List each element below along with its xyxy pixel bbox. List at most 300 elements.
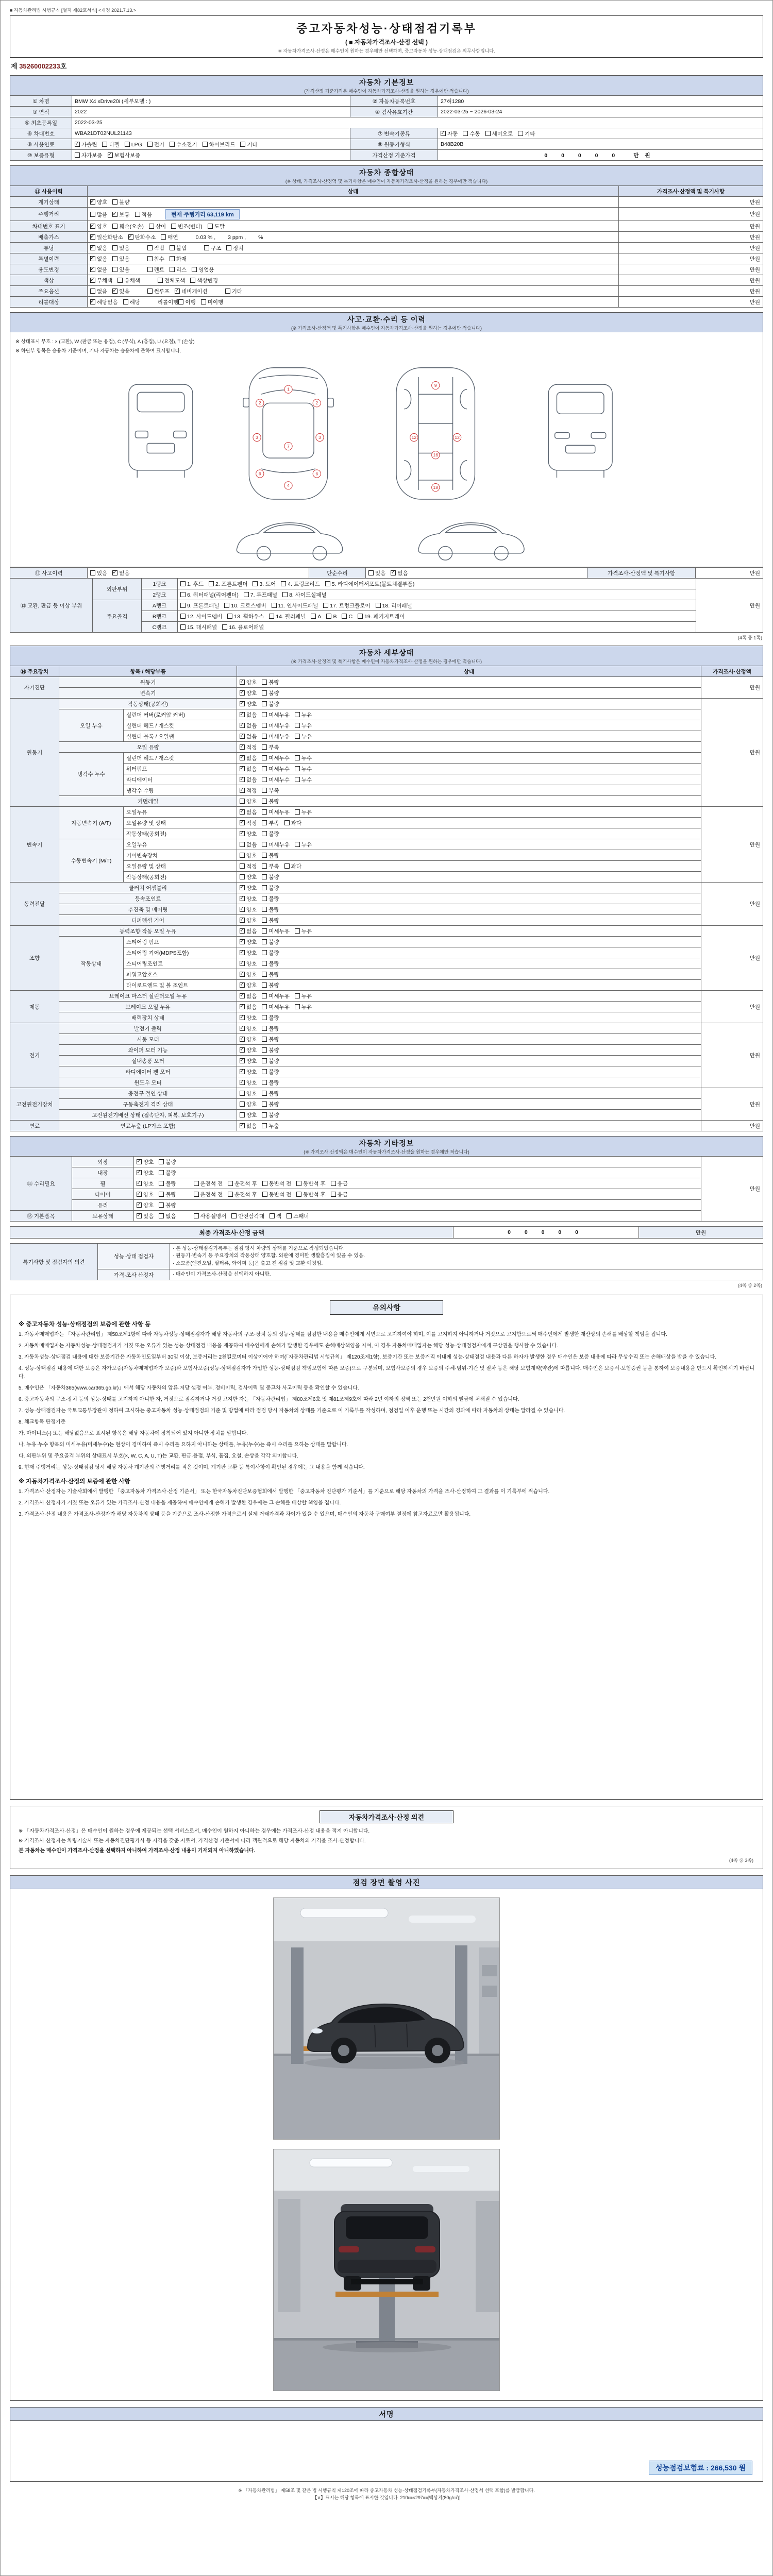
checkbox-unchecked[interactable] xyxy=(262,928,267,934)
checkbox-unchecked[interactable] xyxy=(284,820,290,825)
checkbox-unchecked[interactable] xyxy=(262,701,267,706)
checkbox-checked[interactable] xyxy=(240,1069,245,1074)
checkbox-option[interactable] xyxy=(208,223,225,230)
checkbox-unchecked[interactable] xyxy=(262,1101,267,1107)
checkbox-option[interactable] xyxy=(296,1191,326,1198)
checkbox-option[interactable] xyxy=(222,623,264,631)
checkbox-unchecked[interactable] xyxy=(295,734,300,739)
checkbox-option[interactable] xyxy=(262,1191,292,1198)
checkbox-unchecked[interactable] xyxy=(296,1181,301,1186)
checkbox-option[interactable] xyxy=(262,733,290,740)
checkbox-option[interactable] xyxy=(262,1057,279,1065)
checkbox-checked[interactable] xyxy=(240,744,245,750)
checkbox-option[interactable] xyxy=(147,266,164,274)
checkbox-option[interactable] xyxy=(227,613,264,620)
checkbox-checked[interactable] xyxy=(240,680,245,685)
checkbox-option[interactable] xyxy=(240,1100,257,1108)
checkbox-checked[interactable] xyxy=(240,1026,245,1031)
checkbox-option[interactable] xyxy=(180,623,217,631)
checkbox-checked[interactable] xyxy=(240,950,245,955)
checkbox-unchecked[interactable] xyxy=(147,245,153,250)
checkbox-option[interactable] xyxy=(391,569,408,577)
checkbox-unchecked[interactable] xyxy=(295,755,300,760)
checkbox-option[interactable] xyxy=(90,266,107,274)
checkbox-option[interactable] xyxy=(194,1180,223,1188)
checkbox-checked[interactable] xyxy=(441,131,446,136)
checkbox-unchecked[interactable] xyxy=(147,289,153,294)
checkbox-option[interactable] xyxy=(262,906,279,913)
checkbox-option[interactable] xyxy=(262,1014,279,1022)
checkbox-option[interactable] xyxy=(295,808,312,816)
checkbox-checked[interactable] xyxy=(240,755,245,760)
checkbox-option[interactable] xyxy=(281,580,320,588)
checkbox-checked[interactable] xyxy=(240,918,245,923)
checkbox-checked[interactable] xyxy=(240,723,245,728)
checkbox-option[interactable] xyxy=(137,1180,154,1188)
checkbox-option[interactable] xyxy=(485,130,513,138)
checkbox-unchecked[interactable] xyxy=(90,570,95,575)
checkbox-unchecked[interactable] xyxy=(262,690,267,696)
checkbox-option[interactable] xyxy=(262,711,290,719)
checkbox-option[interactable] xyxy=(262,1122,279,1130)
checkbox-checked[interactable] xyxy=(90,267,95,272)
checkbox-option[interactable] xyxy=(170,244,187,252)
checkbox-unchecked[interactable] xyxy=(102,142,107,147)
signature-area[interactable] xyxy=(10,2420,763,2481)
checkbox-option[interactable] xyxy=(240,873,257,881)
checkbox-checked[interactable] xyxy=(112,289,117,294)
checkbox-option[interactable] xyxy=(262,1068,279,1076)
checkbox-option[interactable] xyxy=(262,852,279,859)
checkbox-unchecked[interactable] xyxy=(262,766,267,771)
checkbox-option[interactable] xyxy=(240,141,257,148)
checkbox-option[interactable] xyxy=(224,602,266,609)
checkbox-option[interactable] xyxy=(125,142,142,148)
checkbox-option[interactable] xyxy=(240,733,257,740)
checkbox-option[interactable] xyxy=(149,223,166,230)
checkbox-unchecked[interactable] xyxy=(262,972,267,977)
checkbox-option[interactable] xyxy=(240,917,257,924)
checkbox-option[interactable] xyxy=(262,765,290,773)
checkbox-unchecked[interactable] xyxy=(262,982,267,988)
checkbox-unchecked[interactable] xyxy=(323,603,328,608)
checkbox-unchecked[interactable] xyxy=(368,570,374,575)
checkbox-option[interactable] xyxy=(262,927,290,935)
checkbox-option[interactable] xyxy=(295,841,312,849)
checkbox-option[interactable] xyxy=(90,298,118,306)
checkbox-option[interactable] xyxy=(90,211,107,218)
checkbox-option[interactable] xyxy=(147,244,164,252)
checkbox-option[interactable] xyxy=(158,277,186,284)
checkbox-option[interactable] xyxy=(112,255,129,263)
checkbox-unchecked[interactable] xyxy=(295,809,300,815)
checkbox-option[interactable] xyxy=(240,895,257,903)
checkbox-option[interactable] xyxy=(295,722,312,730)
checkbox-unchecked[interactable] xyxy=(194,1181,199,1186)
checkbox-unchecked[interactable] xyxy=(159,1159,164,1164)
checkbox-option[interactable] xyxy=(228,1180,257,1188)
checkbox-unchecked[interactable] xyxy=(112,224,117,229)
checkbox-option[interactable] xyxy=(159,1191,176,1198)
checkbox-option[interactable] xyxy=(194,1212,227,1220)
checkbox-unchecked[interactable] xyxy=(90,289,95,294)
checkbox-unchecked[interactable] xyxy=(262,1026,267,1031)
checkbox-option[interactable] xyxy=(240,765,257,773)
checkbox-unchecked[interactable] xyxy=(180,603,186,608)
checkbox-unchecked[interactable] xyxy=(180,592,186,597)
checkbox-option[interactable] xyxy=(180,591,239,599)
checkbox-option[interactable] xyxy=(90,287,107,295)
checkbox-option[interactable] xyxy=(295,733,312,740)
checkbox-option[interactable] xyxy=(137,1212,154,1220)
checkbox-unchecked[interactable] xyxy=(225,289,230,294)
checkbox-unchecked[interactable] xyxy=(262,907,267,912)
checkbox-option[interactable] xyxy=(368,569,385,577)
checkbox-unchecked[interactable] xyxy=(262,755,267,760)
checkbox-option[interactable] xyxy=(204,244,221,252)
checkbox-option[interactable] xyxy=(262,1111,279,1119)
checkbox-unchecked[interactable] xyxy=(240,874,245,879)
checkbox-option[interactable] xyxy=(284,862,301,870)
checkbox-unchecked[interactable] xyxy=(170,256,175,261)
checkbox-option[interactable] xyxy=(296,1180,326,1188)
checkbox-option[interactable] xyxy=(295,992,312,1000)
checkbox-option[interactable] xyxy=(190,277,218,284)
checkbox-unchecked[interactable] xyxy=(170,245,175,250)
checkbox-unchecked[interactable] xyxy=(262,788,267,793)
checkbox-unchecked[interactable] xyxy=(75,152,80,158)
checkbox-option[interactable] xyxy=(240,711,257,719)
checkbox-option[interactable] xyxy=(171,223,203,230)
checkbox-option[interactable] xyxy=(178,298,195,306)
checkbox-option[interactable] xyxy=(112,244,129,252)
checkbox-checked[interactable] xyxy=(137,1181,142,1186)
checkbox-option[interactable] xyxy=(240,798,257,805)
checkbox-checked[interactable] xyxy=(137,1170,142,1175)
checkbox-unchecked[interactable] xyxy=(209,581,214,586)
checkbox-unchecked[interactable] xyxy=(262,896,267,901)
checkbox-checked[interactable] xyxy=(75,142,80,147)
checkbox-unchecked[interactable] xyxy=(125,142,130,147)
checkbox-option[interactable] xyxy=(180,613,222,620)
checkbox-checked[interactable] xyxy=(240,896,245,901)
checkbox-option[interactable] xyxy=(201,298,223,306)
checkbox-option[interactable] xyxy=(137,1158,154,1166)
checkbox-unchecked[interactable] xyxy=(311,614,316,619)
checkbox-checked[interactable] xyxy=(90,199,95,205)
checkbox-unchecked[interactable] xyxy=(226,245,231,250)
checkbox-option[interactable] xyxy=(262,1025,279,1032)
checkbox-unchecked[interactable] xyxy=(331,1181,336,1186)
checkbox-option[interactable] xyxy=(240,1025,257,1032)
checkbox-checked[interactable] xyxy=(240,690,245,696)
checkbox-checked[interactable] xyxy=(240,1047,245,1053)
checkbox-checked[interactable] xyxy=(240,907,245,912)
checkbox-unchecked[interactable] xyxy=(117,278,123,283)
checkbox-option[interactable] xyxy=(161,233,178,241)
checkbox-option[interactable] xyxy=(262,873,279,881)
checkbox-option[interactable] xyxy=(240,1122,257,1130)
checkbox-option[interactable] xyxy=(240,754,257,762)
checkbox-unchecked[interactable] xyxy=(463,131,468,136)
checkbox-option[interactable] xyxy=(170,255,187,263)
checkbox-option[interactable] xyxy=(240,1079,257,1087)
checkbox-unchecked[interactable] xyxy=(295,777,300,782)
checkbox-option[interactable] xyxy=(269,613,306,620)
checkbox-option[interactable] xyxy=(295,711,312,719)
checkbox-unchecked[interactable] xyxy=(262,777,267,782)
checkbox-option[interactable] xyxy=(90,255,107,263)
checkbox-unchecked[interactable] xyxy=(262,1037,267,1042)
checkbox-option[interactable] xyxy=(159,1180,176,1188)
checkbox-unchecked[interactable] xyxy=(262,744,267,750)
checkbox-option[interactable] xyxy=(194,1191,223,1198)
checkbox-option[interactable] xyxy=(240,862,257,870)
checkbox-checked[interactable] xyxy=(90,224,95,229)
checkbox-option[interactable] xyxy=(240,960,257,968)
checkbox-checked[interactable] xyxy=(240,820,245,825)
checkbox-unchecked[interactable] xyxy=(240,1091,245,1096)
checkbox-option[interactable] xyxy=(441,130,458,138)
checkbox-unchecked[interactable] xyxy=(262,820,267,825)
checkbox-option[interactable] xyxy=(240,1090,257,1097)
checkbox-option[interactable] xyxy=(240,884,257,892)
checkbox-option[interactable] xyxy=(180,580,204,588)
checkbox-unchecked[interactable] xyxy=(208,224,213,229)
checkbox-unchecked[interactable] xyxy=(295,723,300,728)
checkbox-unchecked[interactable] xyxy=(222,624,227,630)
checkbox-unchecked[interactable] xyxy=(262,680,267,685)
checkbox-option[interactable] xyxy=(240,949,257,957)
checkbox-option[interactable] xyxy=(295,765,312,773)
checkbox-option[interactable] xyxy=(262,938,279,946)
checkbox-unchecked[interactable] xyxy=(240,853,245,858)
checkbox-unchecked[interactable] xyxy=(518,131,523,136)
checkbox-unchecked[interactable] xyxy=(228,1181,233,1186)
checkbox-option[interactable] xyxy=(240,700,257,708)
checkbox-option[interactable] xyxy=(376,602,412,609)
checkbox-option[interactable] xyxy=(262,743,279,751)
checkbox-unchecked[interactable] xyxy=(295,766,300,771)
checkbox-option[interactable] xyxy=(262,754,290,762)
checkbox-option[interactable] xyxy=(240,927,257,935)
checkbox-unchecked[interactable] xyxy=(262,961,267,966)
checkbox-checked[interactable] xyxy=(240,1004,245,1009)
checkbox-option[interactable] xyxy=(159,1158,176,1166)
checkbox-checked[interactable] xyxy=(240,766,245,771)
checkbox-unchecked[interactable] xyxy=(485,131,491,136)
checkbox-checked[interactable] xyxy=(240,831,245,836)
checkbox-option[interactable] xyxy=(112,266,129,274)
checkbox-option[interactable] xyxy=(272,602,318,609)
checkbox-checked[interactable] xyxy=(90,278,95,283)
checkbox-option[interactable] xyxy=(170,266,187,274)
checkbox-unchecked[interactable] xyxy=(262,1069,267,1074)
checkbox-unchecked[interactable] xyxy=(262,950,267,955)
checkbox-option[interactable] xyxy=(240,830,257,838)
checkbox-checked[interactable] xyxy=(240,982,245,988)
checkbox-checked[interactable] xyxy=(240,1080,245,1085)
checkbox-option[interactable] xyxy=(295,776,312,784)
checkbox-checked[interactable] xyxy=(108,152,113,158)
checkbox-checked[interactable] xyxy=(90,256,95,261)
checkbox-option[interactable] xyxy=(240,1046,257,1054)
checkbox-unchecked[interactable] xyxy=(262,734,267,739)
checkbox-option[interactable] xyxy=(262,1180,292,1188)
checkbox-option[interactable] xyxy=(112,211,129,218)
checkbox-option[interactable] xyxy=(240,971,257,978)
checkbox-unchecked[interactable] xyxy=(342,614,347,619)
checkbox-unchecked[interactable] xyxy=(123,299,128,304)
checkbox-unchecked[interactable] xyxy=(194,1192,199,1197)
checkbox-unchecked[interactable] xyxy=(325,581,330,586)
checkbox-option[interactable] xyxy=(228,1191,257,1198)
checkbox-checked[interactable] xyxy=(240,1015,245,1020)
checkbox-option[interactable] xyxy=(240,776,257,784)
checkbox-unchecked[interactable] xyxy=(287,1213,292,1218)
checkbox-option[interactable] xyxy=(112,223,144,230)
checkbox-option[interactable] xyxy=(159,1169,176,1177)
checkbox-option[interactable] xyxy=(240,808,257,816)
checkbox-option[interactable] xyxy=(262,776,290,784)
checkbox-option[interactable] xyxy=(325,580,415,588)
checkbox-option[interactable] xyxy=(90,569,107,577)
checkbox-unchecked[interactable] xyxy=(262,918,267,923)
checkbox-unchecked[interactable] xyxy=(240,863,245,869)
checkbox-checked[interactable] xyxy=(137,1192,142,1197)
checkbox-option[interactable] xyxy=(262,862,279,870)
checkbox-option[interactable] xyxy=(75,151,103,159)
checkbox-option[interactable] xyxy=(262,949,279,957)
checkbox-option[interactable] xyxy=(295,754,312,762)
checkbox-checked[interactable] xyxy=(240,993,245,998)
checkbox-option[interactable] xyxy=(331,1180,348,1188)
checkbox-unchecked[interactable] xyxy=(262,831,267,836)
checkbox-unchecked[interactable] xyxy=(326,614,331,619)
checkbox-unchecked[interactable] xyxy=(282,592,288,597)
checkbox-option[interactable] xyxy=(112,198,129,206)
checkbox-unchecked[interactable] xyxy=(147,267,153,272)
checkbox-checked[interactable] xyxy=(240,1123,245,1128)
checkbox-option[interactable] xyxy=(137,1191,154,1198)
checkbox-unchecked[interactable] xyxy=(262,1047,267,1053)
checkbox-checked[interactable] xyxy=(240,701,245,706)
checkbox-checked[interactable] xyxy=(137,1213,142,1218)
checkbox-unchecked[interactable] xyxy=(269,614,274,619)
checkbox-option[interactable] xyxy=(262,895,279,903)
checkbox-unchecked[interactable] xyxy=(224,603,229,608)
checkbox-checked[interactable] xyxy=(240,712,245,717)
checkbox-unchecked[interactable] xyxy=(262,1123,267,1128)
checkbox-option[interactable] xyxy=(240,787,257,794)
checkbox-unchecked[interactable] xyxy=(262,863,267,869)
checkbox-checked[interactable] xyxy=(240,961,245,966)
checkbox-option[interactable] xyxy=(284,819,301,827)
checkbox-option[interactable] xyxy=(240,1111,257,1119)
checkbox-unchecked[interactable] xyxy=(262,993,267,998)
checkbox-option[interactable] xyxy=(240,679,257,686)
checkbox-option[interactable] xyxy=(240,819,257,827)
checkbox-unchecked[interactable] xyxy=(295,928,300,934)
checkbox-unchecked[interactable] xyxy=(296,1192,301,1197)
checkbox-unchecked[interactable] xyxy=(159,1213,164,1218)
checkbox-option[interactable] xyxy=(262,1036,279,1043)
checkbox-option[interactable] xyxy=(137,1169,154,1177)
checkbox-option[interactable] xyxy=(463,130,480,138)
checkbox-option[interactable] xyxy=(90,233,123,241)
checkbox-option[interactable] xyxy=(240,722,257,730)
checkbox-unchecked[interactable] xyxy=(231,1213,237,1218)
checkbox-option[interactable] xyxy=(262,679,279,686)
checkbox-option[interactable] xyxy=(117,277,140,284)
checkbox-checked[interactable] xyxy=(90,234,95,240)
checkbox-unchecked[interactable] xyxy=(159,1170,164,1175)
checkbox-unchecked[interactable] xyxy=(262,1080,267,1085)
checkbox-unchecked[interactable] xyxy=(159,1202,164,1208)
checkbox-unchecked[interactable] xyxy=(112,256,117,261)
checkbox-option[interactable] xyxy=(112,287,129,295)
checkbox-unchecked[interactable] xyxy=(170,142,175,147)
checkbox-option[interactable] xyxy=(147,141,164,148)
checkbox-option[interactable] xyxy=(262,992,290,1000)
checkbox-unchecked[interactable] xyxy=(284,863,290,869)
checkbox-option[interactable] xyxy=(159,1212,176,1220)
checkbox-option[interactable] xyxy=(147,255,164,263)
checkbox-unchecked[interactable] xyxy=(253,581,258,586)
checkbox-unchecked[interactable] xyxy=(262,799,267,804)
checkbox-option[interactable] xyxy=(262,1003,290,1011)
checkbox-unchecked[interactable] xyxy=(262,1091,267,1096)
checkbox-checked[interactable] xyxy=(90,299,95,304)
checkbox-checked[interactable] xyxy=(240,928,245,934)
checkbox-option[interactable] xyxy=(240,1068,257,1076)
checkbox-option[interactable] xyxy=(262,884,279,892)
checkbox-unchecked[interactable] xyxy=(240,799,245,804)
checkbox-option[interactable] xyxy=(270,1212,281,1220)
checkbox-option[interactable] xyxy=(253,580,276,588)
checkbox-option[interactable] xyxy=(90,277,112,284)
checkbox-option[interactable] xyxy=(262,1100,279,1108)
checkbox-checked[interactable] xyxy=(240,788,245,793)
checkbox-unchecked[interactable] xyxy=(147,256,153,261)
checkbox-unchecked[interactable] xyxy=(159,1181,164,1186)
checkbox-checked[interactable] xyxy=(391,570,396,575)
checkbox-unchecked[interactable] xyxy=(240,842,245,847)
checkbox-checked[interactable] xyxy=(137,1202,142,1208)
checkbox-option[interactable] xyxy=(311,614,321,620)
checkbox-option[interactable] xyxy=(112,569,129,577)
checkbox-checked[interactable] xyxy=(240,972,245,977)
checkbox-option[interactable] xyxy=(240,992,257,1000)
checkbox-unchecked[interactable] xyxy=(262,1192,267,1197)
checkbox-option[interactable] xyxy=(358,613,405,620)
checkbox-option[interactable] xyxy=(75,141,97,148)
checkbox-unchecked[interactable] xyxy=(90,212,95,217)
checkbox-checked[interactable] xyxy=(128,234,133,240)
checkbox-option[interactable] xyxy=(262,798,279,805)
checkbox-option[interactable] xyxy=(203,141,236,148)
checkbox-option[interactable] xyxy=(262,1046,279,1054)
checkbox-unchecked[interactable] xyxy=(262,853,267,858)
checkbox-option[interactable] xyxy=(226,244,243,252)
checkbox-checked[interactable] xyxy=(240,885,245,890)
checkbox-option[interactable] xyxy=(262,808,290,816)
checkbox-option[interactable] xyxy=(282,591,327,599)
checkbox-option[interactable] xyxy=(262,917,279,924)
checkbox-option[interactable] xyxy=(225,287,242,295)
checkbox-unchecked[interactable] xyxy=(295,842,300,847)
checkbox-option[interactable] xyxy=(108,151,141,159)
